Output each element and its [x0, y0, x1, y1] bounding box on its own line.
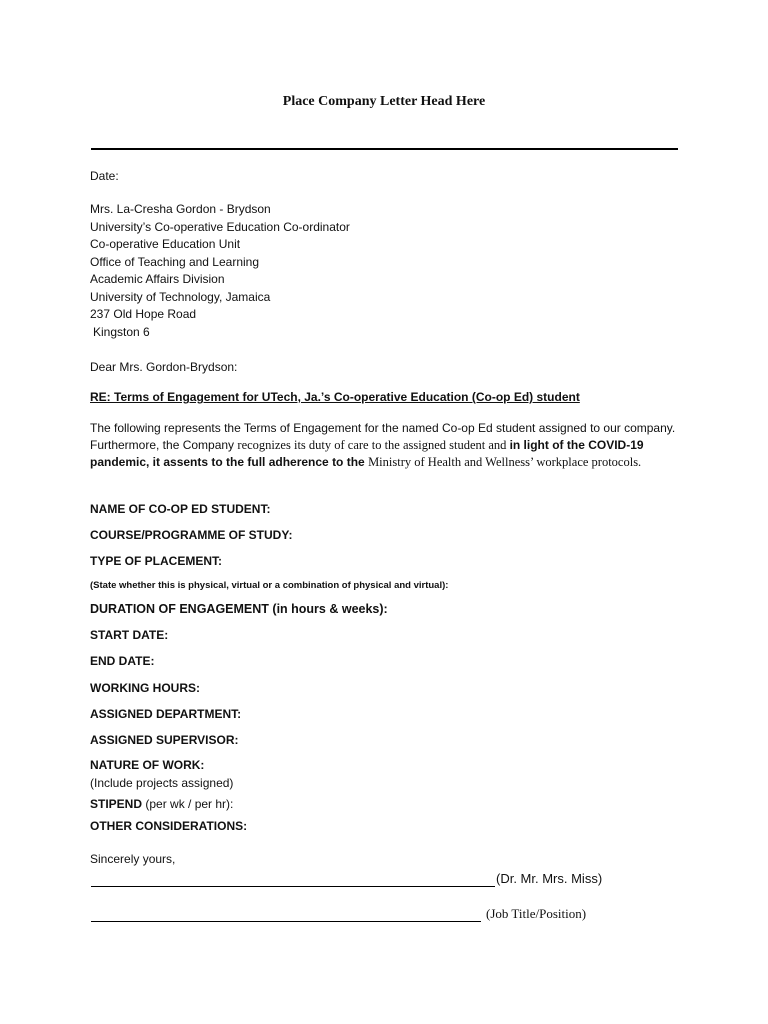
- intro-text: in light of the COVID-19 pandemic, it assents to the full adherence to the: [90, 438, 644, 469]
- nature-note: (Include projects assigned): [90, 776, 234, 790]
- address-line: 237 Old Hope Road: [90, 307, 197, 321]
- field-end-date: END DATE:: [90, 654, 155, 668]
- position-label: (Job Title/Position): [486, 906, 587, 921]
- address-line: Kingston 6: [93, 324, 150, 339]
- address-line: Mrs. La-Cresha Gordon - Brydson: [90, 202, 271, 216]
- signature-line: [91, 886, 495, 887]
- date-label: Date:: [90, 169, 119, 183]
- subject-line: RE: Terms of Engagement for UTech, Ja.’s Co-operative Education (Co-op Ed) student: [90, 390, 580, 404]
- field-student-name: NAME OF CO-OP ED STUDENT:: [90, 502, 271, 516]
- address-line: University’s Co-operative Education Co-ordinator: [90, 219, 350, 234]
- placement-note: (State whether this is physical, virtual or a combination of physical and virtual):: [90, 580, 449, 591]
- recipient-address: [90, 201, 350, 341]
- intro-text: The following represents the Terms of Engagement for the named Co-op Ed student assigned to our company. Furthermore, the Company: [90, 421, 676, 452]
- field-department: ASSIGNED DEPARTMENT:: [90, 707, 242, 721]
- field-stipend: [90, 797, 233, 811]
- address-line: University of Technology, Jamaica: [90, 289, 271, 304]
- field-working-hours: WORKING HOURS:: [90, 681, 200, 695]
- stipend-note: (per wk / per hr):: [142, 797, 234, 811]
- closing: Sincerely yours,: [90, 852, 176, 866]
- address-line: Academic Affairs Division: [90, 272, 225, 286]
- letterhead-divider: [91, 148, 678, 150]
- intro-text: recognizes its duty of care to the assigned student and: [237, 438, 510, 452]
- field-nature-of-work: NATURE OF WORK:: [90, 758, 205, 772]
- salutation: Dear Mrs. Gordon-Brydson:: [90, 360, 238, 374]
- signature-title-label: (Dr. Mr. Mrs. Miss): [496, 871, 603, 886]
- field-other-considerations: OTHER CONSIDERATIONS:: [90, 819, 248, 833]
- address-line: Co-operative Education Unit: [90, 237, 241, 251]
- field-course: COURSE/PROGRAMME OF STUDY:: [90, 528, 293, 542]
- intro-text: Ministry of Health and Wellness’ workplace protocols.: [368, 455, 642, 469]
- field-start-date: START DATE:: [90, 628, 169, 642]
- stipend-label: STIPEND: [90, 797, 143, 811]
- position-line: [91, 921, 481, 922]
- intro-paragraph: [90, 420, 680, 471]
- field-duration: DURATION OF ENGAGEMENT (in hours & weeks):: [90, 602, 388, 616]
- field-placement-type: TYPE OF PLACEMENT:: [90, 554, 223, 568]
- letterhead-placeholder: Place Company Letter Head Here: [282, 94, 486, 109]
- field-supervisor: ASSIGNED SUPERVISOR:: [90, 733, 239, 747]
- address-line: Office of Teaching and Learning: [90, 254, 260, 269]
